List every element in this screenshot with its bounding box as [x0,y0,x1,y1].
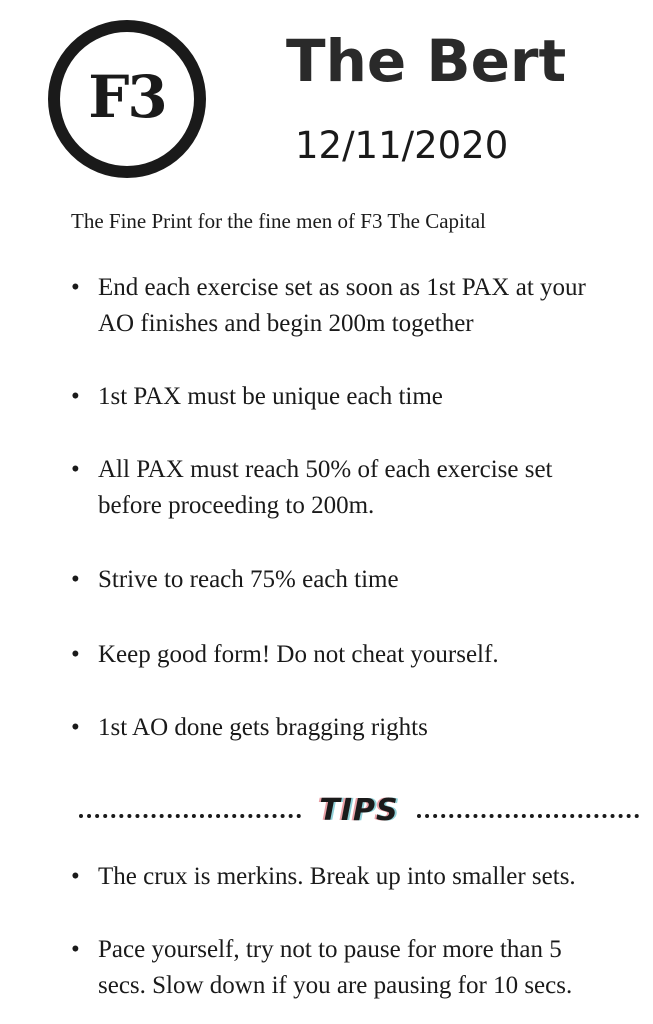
tip-item [71,859,651,895]
rule-line: before proceeding to 200m. [98,492,375,519]
tip-line: secs. Slow down if you are pausing for 10 secs. [98,972,573,999]
bullet-icon: • [71,456,80,483]
bullet-icon: • [71,383,80,410]
f3-logo [48,20,206,178]
rule-item [71,270,651,342]
rule-line: AO finishes and begin 200m together [98,310,474,337]
rule-line: 1st AO done gets bragging rights [98,714,428,741]
bullet-icon: • [71,714,80,741]
intro-text: The Fine Print for the fine men of F3 The Capital [71,209,486,233]
rule-item [71,710,651,746]
tips-divider [79,790,639,830]
tips-heading: TIPS [319,792,399,828]
rule-line: All PAX must reach 50% of each exercise set [98,456,553,483]
event-date: 12/11/2020 [295,124,509,167]
tip-line: The crux is merkins. Break up into smaller sets. [98,863,576,890]
bullet-icon: • [71,566,80,593]
bullet-icon: • [71,936,80,963]
tip-item [71,932,651,1004]
rule-item [71,637,651,673]
dotted-line-left [79,814,301,818]
tip-line: Pace yourself, try not to pause for more than 5 [98,936,562,963]
bullet-icon: • [71,274,80,301]
bullet-icon: • [71,641,80,668]
rule-item [71,562,651,598]
rule-line: 1st PAX must be unique each time [98,383,443,410]
dotted-line-right [417,814,639,818]
rule-line: Keep good form! Do not cheat yourself. [98,641,499,668]
f3-logo-text: F3 [88,63,166,131]
rule-line: End each exercise set as soon as 1st PAX at your [98,274,586,301]
rule-line: Strive to reach 75% each time [98,566,399,593]
rule-item [71,379,651,415]
rule-item [71,452,651,524]
bullet-icon: • [71,863,80,890]
page-title: The Bert [286,27,567,95]
